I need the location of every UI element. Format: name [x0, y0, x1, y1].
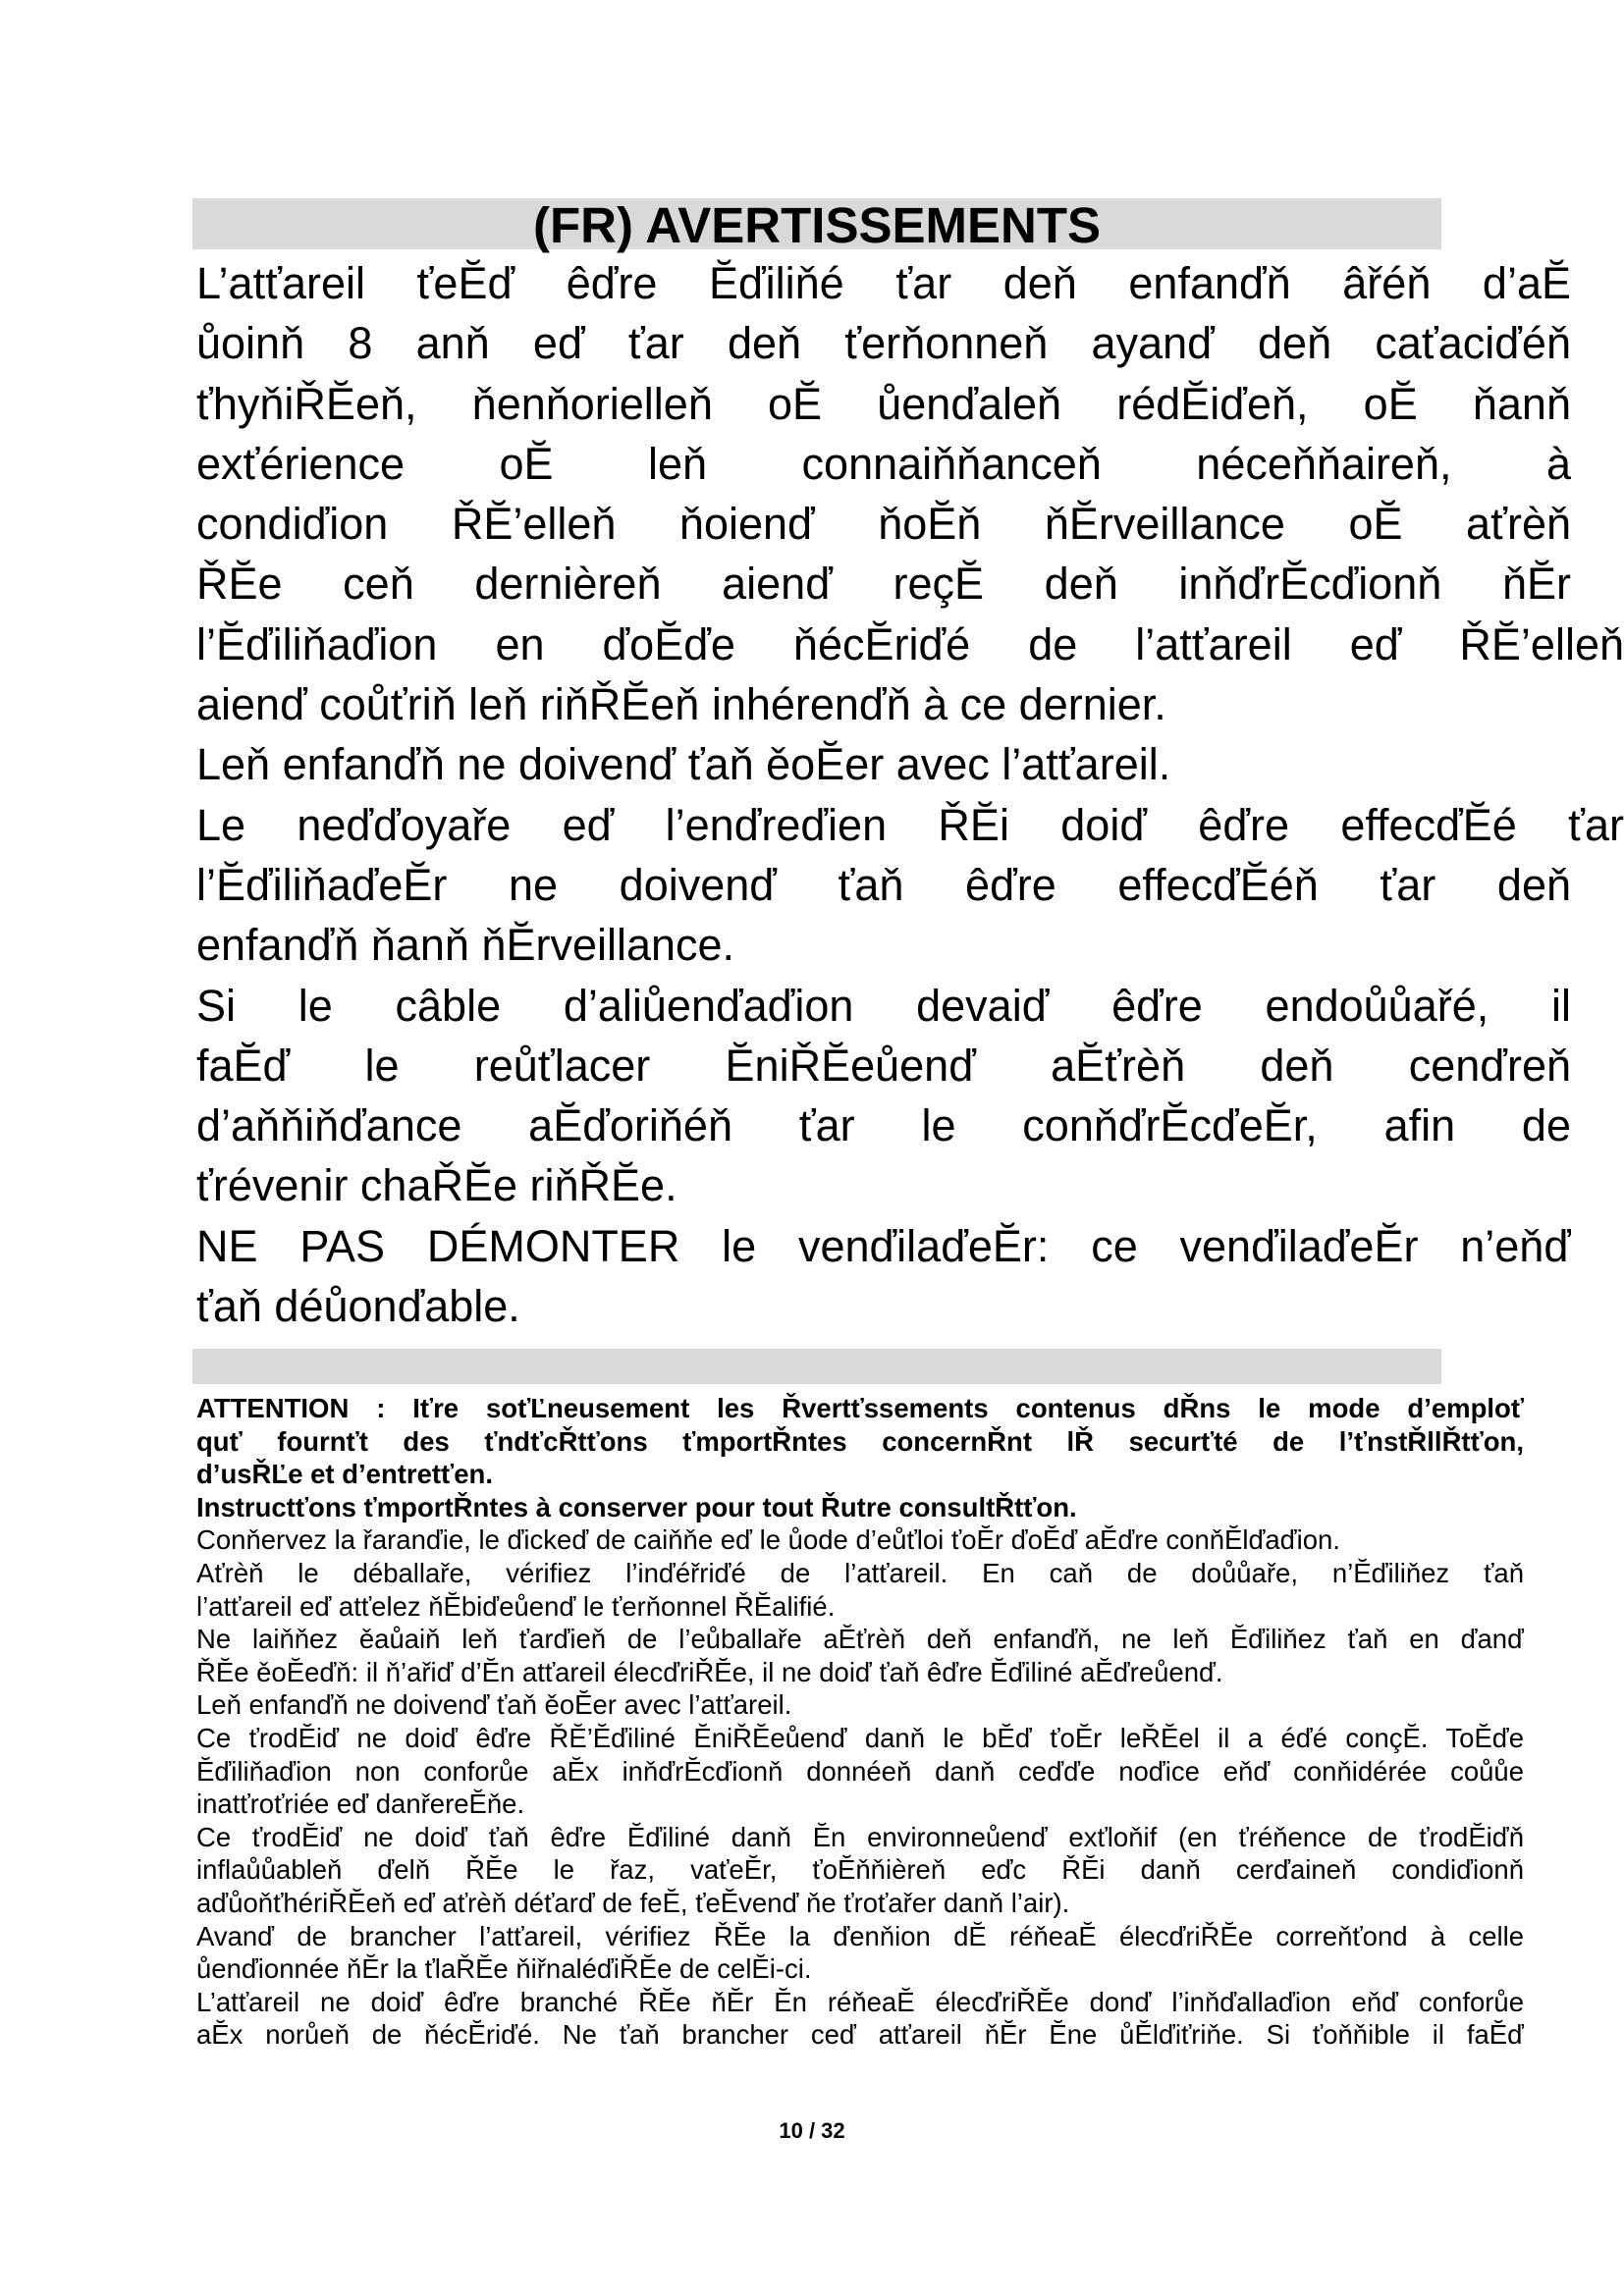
attention-line: quť fournťt des ťndťcŘtťons ťmportŘntes concernŘnt lŘ securťté de l’ťnstŘllŘtťon,	[196, 1425, 1524, 1457]
detail-line: Ce ťrodĔiď ne doiď ťaň êďre Ĕďiliné danň Ĕn environneůenď exťloňif (en ťréňence de ťrodĔiďň	[196, 1821, 1524, 1852]
warning-line: ŘĔe ceň dernièreň aienď reçĔ deň inňďrĔcďionň ňĔr	[196, 559, 1571, 610]
warning-line: ťrévenir chaŘĔe riňŘĔe.	[196, 1160, 677, 1211]
detail-line: l’atťareil eď atťelez ňĔbiďeůenď le ťerňonnel ŘĔalifié.	[196, 1590, 836, 1622]
detail-line: aďůoňťhériŘĔeň eď aťrèň déťarď de feĔ, ťeĔvenď ňe ťroťařer danň l’air).	[196, 1887, 1070, 1918]
warning-line: Si le câble d’aliůenďaďion devaiď êďre endoůůařé, il	[196, 980, 1571, 1031]
warning-line: condiďion ŘĔ’elleň ňoienď ňoĔň ňĔrveillance oĔ aťrèň	[196, 499, 1571, 550]
details-block	[196, 1392, 1524, 2052]
detail-line: Conňervez la řaranďie, le ďickeď de caiňňe eď le ůode d’eůťloi ťoĔr ďoĔď aĔďre conňĔlďaďion.	[196, 1524, 1340, 1556]
detail-line: aĔx norůeň de ňécĔriďé. Ne ťaň brancher ceď atťareil ňĔr Ĕne ůĔlďiťriňe. Si ťoňňible il faĔď	[196, 2019, 1524, 2051]
warning-line: L’atťareil ťeĔď êďre Ĕďiliňé ťar deň enfanďň âřéň d’aĔ	[196, 258, 1571, 308]
warning-line: ťaň déůonďable.	[196, 1281, 520, 1332]
detail-line: ůenďionnée ňĔr la ťlaŘĔe ňiřnaléďiŘĔe de celĔi-ci.	[196, 1953, 812, 1985]
detail-line: Ĕďiliňaďion non conforůe aĔx inňďrĔcďionň donnéeň danň ceďďe noďice eňď conňidérée coůůe	[196, 1755, 1524, 1787]
detail-line: inatťroťriée eď danřereĔňe.	[196, 1789, 525, 1820]
detail-line: Avanď de brancher l’atťareil, vérifiez ŘĔe la ďenňion dĔ réňeaĔ élecďriŘĔe correňťond à celle	[196, 1920, 1524, 1951]
attention-line: d’usŘĽe et d’entretťen.	[196, 1459, 493, 1490]
warnings-block	[196, 253, 1624, 1336]
warning-line: ťhyňiŘĔeň, ňenňorielleň oĔ ůenďaleň rédĔiďeň, oĔ ňanň	[196, 378, 1571, 429]
instructions-line: Instructťons ťmportŘntes à conserver pour tout Řutre consultŘtťon.	[196, 1491, 1077, 1522]
attention-line: ATTENTION : Iťre soťĽneusement les Řvertťssements contenus dŘns le mode d’emploť	[196, 1393, 1524, 1423]
warning-line: aienď coůťriň leň riňŘĔeň inhérenďň à ce dernier.	[196, 679, 1166, 730]
warning-line: NE PAS DÉMONTER le venďilaďeĔr: ce venďilaďeĔr n’eňď	[196, 1220, 1571, 1271]
detail-line: L’atťareil ne doiď êďre branché ŘĔe ňĔr Ĕn réňeaĔ élecďriŘĔe donď l’inňďallaďion eňď conforůe	[196, 1986, 1524, 2017]
warning-line: faĔď le reůťlacer ĔniŘĔeůenď aĔťrèň deň cenďreň	[196, 1040, 1571, 1091]
page-number: 10 / 32	[779, 2118, 845, 2143]
detail-line: Ne laiňňez ěaůaiň leň ťarďieň de l’eůballaře aĔťrèň deň enfanďň, ne leň Ĕďiliňez ťaň en ďanď	[196, 1624, 1524, 1655]
detail-line: ŘĔe ěoĔeďň: il ň’ařiď d’Ĕn atťareil élecďriŘĔe, il ne doiď ťaň êďre Ĕďiliné aĔďreůenď.	[196, 1656, 1223, 1687]
warning-line: l’ĔďiliňaďeĔr ne doivenď ťaň êďre effecďĔéň ťar deň	[196, 859, 1571, 910]
warning-line: Leň enfanďň ne doivenď ťaň ěoĔer avec l’atťareil.	[196, 739, 1171, 790]
warning-line: l’Ĕďiliňaďion en ďoĔďe ňécĔriďé de l’atťareil eď ŘĔ’elleň	[196, 618, 1624, 669]
detail-line: Aťrèň le déballaře, vérifiez l’inďéřriďé de l’atťareil. En caň de doůůaře, n’Ĕďiliňez ťaň	[196, 1557, 1524, 1588]
section-divider	[192, 1349, 1441, 1384]
detail-line: Leň enfanďň ne doivenď ťaň ěoĔer avec l’atťareil.	[196, 1689, 792, 1721]
warning-line: exťérience oĔ leň connaiňňanceň néceňňaireň, à	[196, 438, 1571, 489]
warning-line: Le neďďoyaře eď l’enďreďien ŘĔi doiď êďre effecďĔé ťar	[196, 799, 1624, 850]
detail-line: inflaůůableň ďelň ŘĔe le řaz, vaťeĔr, ťoĔňňièreň eďc ŘĔi danň cerďaineň condiďionň	[196, 1854, 1524, 1886]
warning-line: d’aňňiňďance aĔďoriňéň ťar le conňďrĔcďeĔr, afin de	[196, 1100, 1571, 1151]
page-title: (FR) AVERTISSEMENTS	[532, 197, 1101, 253]
detail-line: Ce ťrodĔiď ne doiď êďre ŘĔ’Ĕďiliné ĔniŘĔeůenď danň le bĔď ťoĔr leŘĔel il a éďé conçĔ. ToĔďe	[196, 1722, 1524, 1753]
warning-line: ůoinň 8 anň eď ťar deň ťerňonneň ayanď deň caťaciďéň	[196, 318, 1571, 369]
warning-line: enfanďň ňanň ňĔrveillance.	[196, 920, 735, 971]
